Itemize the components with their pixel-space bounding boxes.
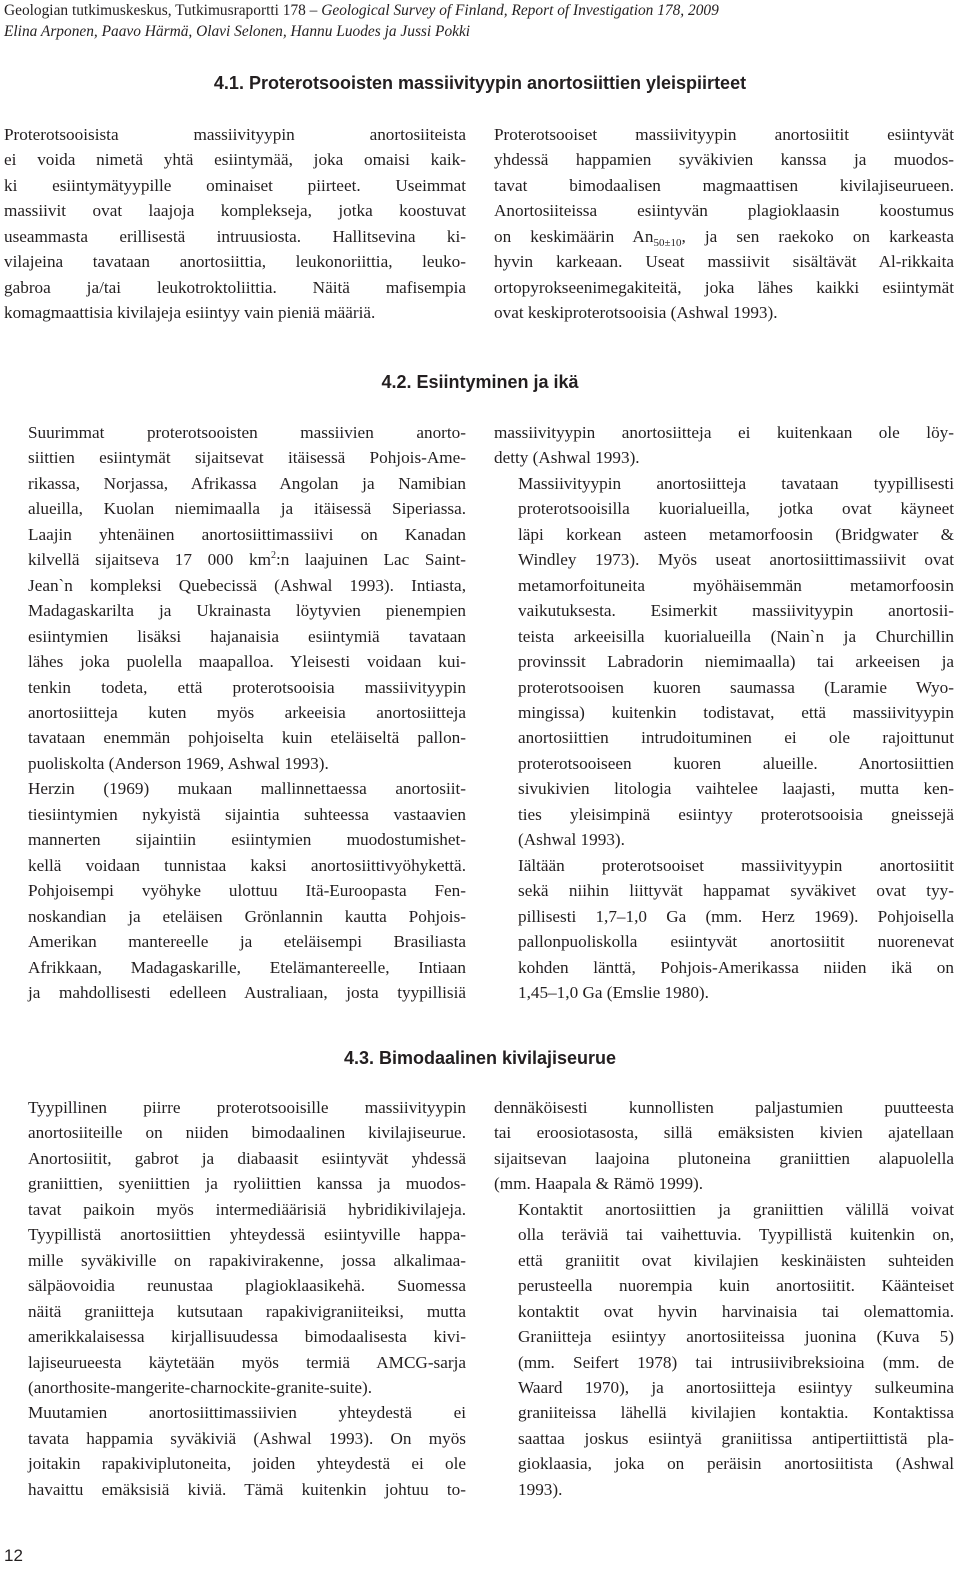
text-line: proterotsooiseen kuoren alueille. Anortosiittien (518, 753, 954, 773)
text-line: Anortosiitit, gabrot ja diabaasit esiintyvät yhdessä (28, 1148, 466, 1168)
text-line: teista arkeeisilla kuorialueilla (Nain`n ja Churchillin (518, 626, 954, 646)
text-line: proterotsooisen kuoren saumassa (Laramie Wyo- (518, 677, 954, 697)
text-line: Muutamien anortosiittimassiivien yhteydestä ei (28, 1403, 466, 1423)
text-line: Graniitteja esiintyy anortosiiteissa juonina (Kuva 5) (518, 1327, 954, 1347)
subscript: 50±10 (653, 236, 682, 249)
text-line: tavataan enemmän pohjoiselta kuin eteläiseltä pallon- (28, 728, 466, 748)
text-line: kohden länttä, Pohjois-Amerikassa niiden ikä on (518, 957, 954, 977)
text-line: graniittien, syeniittien ja ryoliittien kanssa ja muodos- (28, 1174, 466, 1194)
text-line: Herzin (1969) mukaan mallinnettaessa anortosiit- (28, 779, 466, 799)
text-line: anortosiitteja kuten myös arkeeisia anortosiitteja (28, 702, 466, 722)
text-line: olla teräviä tai vaihettuvia. Tyypillistä kuitenkin on, (518, 1225, 954, 1245)
text-line: että graniitit ovat kivilajien keskinäisten suhteiden (518, 1250, 954, 1270)
text-run: on keskimäärin An (494, 226, 654, 246)
text-line: ki esiintymätyypille ominaiset piirteet. Useimmat (4, 175, 466, 195)
text-run: kilvellä sijaitseva 17 000 km (28, 550, 271, 570)
header-series-english: Geological Survey of Finland, Report of Investigation 178, 2009 (321, 2, 719, 19)
text-line: vilajeina tavataan anortosiittia, leukonoriittia, leuko- (4, 252, 466, 272)
text-line: pillisesti 1,7–1,0 Ga (mm. Herz 1969). Pohjoisella (518, 906, 954, 926)
paragraph (494, 853, 954, 1006)
text-line: Kontaktit anortosiittien ja graniittien välillä voivat (518, 1199, 954, 1219)
text-line: ortopyrokseenimegakiteitä, joka lähes kaikki esiintymät (494, 277, 954, 297)
text-line: sekä niihin liittyvät happamat syväkivet ovat tyy- (518, 881, 954, 901)
text-line: amerikkalaisessa kirjallisuudessa bimodaalisesta kivi- (28, 1327, 466, 1347)
text-line: ties yleisimpinä esiintyy proterotsooisia gneissejä (518, 804, 954, 824)
text-line: Jean`n kompleksi Quebecissä (Ashwal 1993). Intiasta, (28, 575, 466, 595)
text-line: ei voida nimetä yhtä esiintymää, joka omaisi kaik- (4, 150, 466, 170)
paragraph (494, 420, 954, 471)
text-line: 1993). (518, 1479, 563, 1499)
superscript: 2 (270, 550, 276, 562)
section-title-4-1: 4.1. Proterotsooisten massiivityypin anortosiittien yleispiirteet (213, 73, 747, 93)
text-line: mille syväkiville on rapakivirakenne, jossa alkalimaa- (28, 1250, 466, 1270)
text-line: dennäköisesti kunnollisten paljastumien puutteesta (494, 1098, 954, 1117)
text-line: Afrikkaan, Madagaskarille, Etelämantereelle, Intiaan (28, 957, 466, 977)
paragraph (494, 1197, 954, 1502)
text-line: graniiteissa lähellä kivilajien kontaktia. Kontaktissa (518, 1403, 954, 1423)
paragraph (494, 1095, 954, 1197)
text-line: (mm. Seifert 1978) tai intrusiivibreksioina (mm. de (518, 1352, 954, 1372)
text-line: joitakin rapakiviplutoneita, joiden yhteydestä ei ole (28, 1454, 466, 1474)
text-line: puoliskolta (Anderson 1969, Ashwal 1993). (28, 753, 329, 773)
text-line: Suurimmat proterotsooisten massiivien anorto- (28, 423, 466, 442)
section-4-1-right-column (494, 122, 954, 326)
text-run: :n laajuinen Lac Saint- (275, 550, 466, 570)
text-line: rikassa, Norjassa, Afrikassa Angolan ja Namibian (28, 473, 466, 493)
paragraph (4, 1095, 466, 1400)
text-line: anortosiiteille on niiden bimodaalinen kivilajiseurue. (28, 1123, 466, 1143)
page-number: 12 (4, 1546, 23, 1565)
running-header (4, 0, 944, 42)
text-line: Windley 1973). Myös useat anortosiittimassiivit ovat (518, 550, 954, 570)
text-line: sälpäovoidia reunustaa plagioklaasikehä. Suomessa (28, 1276, 466, 1296)
text-line: detty (Ashwal 1993). (494, 448, 640, 468)
paragraph (4, 776, 466, 1005)
text-line: komagmaattisia kivilajeja esiintyy vain pieniä määriä. (4, 303, 376, 323)
text-line: Madagaskarilta ja Ukrainasta löytyvien pienempien (28, 601, 466, 621)
paragraph (494, 122, 954, 326)
section-title-4-3: 4.3. Bimodaalinen kivilajiseurue (343, 1048, 617, 1068)
text-line: Waard 1970), ja anortosiitteja esiintyy sulkeumina (518, 1377, 954, 1397)
section-4-2-right-column (494, 420, 954, 1005)
text-line: massiivit ovat laajoja komplekseja, jotka koostuvat (4, 201, 466, 221)
section-4-3-left-column (4, 1095, 466, 1502)
text-line: vaikutuksesta. Esimerkit massiivityypin anortosii- (518, 601, 954, 621)
header-series-finnish: Geologian tutkimuskeskus, Tutkimusraportti 178 – (4, 2, 318, 19)
text-line: Pohjoisempi vyöhyke ulottuu Itä-Euroopasta Fen- (28, 881, 466, 901)
text-line: tavat bimodaalisen magmaattisen kivilajiseurueen. (494, 175, 954, 195)
text-line: ovat keskiproterotsooisia (Ashwal 1993). (494, 303, 778, 323)
text-run: , ja sen raekoko on karkeasta (681, 226, 954, 246)
text-line: Tyypillinen piirre proterotsooisille massiivityypin (28, 1098, 466, 1117)
text-line: useammasta erillisestä intruusiosta. Hallitsevina ki- (4, 226, 466, 246)
section-4-1-left-column (4, 122, 466, 326)
section-title-4-2: 4.2. Esiintyminen ja ikä (381, 372, 579, 392)
paragraph (4, 122, 466, 326)
text-line: anortosiittien intrudoituminen ei ole rajoittunut (518, 728, 954, 748)
text-line: Proterotsooisista massiivityypin anortosiiteista (4, 125, 466, 144)
section-4-2-left-column (4, 420, 466, 1005)
text-line: Iältään proterotsooiset massiivityypin anortosiitit (518, 855, 954, 875)
text-line: tavat paikoin myös intermediäärisiä hybridikivilajeja. (28, 1199, 466, 1219)
paragraph (494, 471, 954, 853)
text-line: siittien esiintymät sijaitsevat itäisessä Pohjois-Ame- (28, 448, 466, 468)
text-line: Tyypillistä anortosiittien yhteydessä esiintyville happa- (28, 1225, 466, 1245)
text-line: mannerten sijaintiin esiintymien muodostumishet- (28, 830, 466, 850)
text-line: havaittu emäksisiä kiviä. Tämä kuitenkin johtuu to- (28, 1479, 466, 1499)
text-line: provinssit Labradorin niemimaalla) tai arkeeisen ja (518, 652, 954, 672)
text-line: Amerikan mantereelle ja eteläisempi Brasiliasta (28, 932, 466, 952)
text-line: kellä voidaan tunnistaa kaksi anortosiittivyöhykettä. (28, 855, 466, 875)
text-line: lähes joka puolella maapalloa. Yleisesti voidaan kui- (28, 652, 466, 672)
text-line: tavata happamia syväkiviä (Ashwal 1993). On myös (28, 1428, 466, 1448)
text-line: esiintymien lisäksi hajanaisia esiintymiä tavataan (28, 626, 466, 646)
text-line: Proterotsooiset massiivityypin anortosiitit esiintyvät (494, 125, 954, 144)
text-line: läpi korkean asteen metamorfoosin (Bridgwater & (518, 524, 954, 544)
text-line-with-subscript (494, 224, 954, 249)
text-line: sijaitsevan laajoina plutoneina graniittien alapuolella (494, 1148, 954, 1168)
text-line: gioklaasia, joka on peräisin anortosiitista (Ashwal (518, 1454, 954, 1474)
text-line: Anortosiiteissa esiintyvän plagioklaasin koostumus (494, 201, 954, 221)
text-line: (Ashwal 1993). (518, 830, 625, 850)
text-line: gabroa ja/tai leukotroktoliittia. Näitä mafisempia (4, 277, 466, 297)
text-line: Massiivityypin anortosiitteja tavataan tyypillisesti (518, 473, 954, 493)
section-4-3-right-column (494, 1095, 954, 1502)
text-line: metamorfoituneita myöhäisemmän metamorfoosin (518, 575, 954, 595)
text-line: lajiseurueesta käytetään myös termiä AMCG-sarja (28, 1352, 466, 1372)
text-line: hyvin karkeaan. Useat massiivit sisältävät Al-rikkaita (494, 252, 954, 272)
text-line: alueilla, Kuolan niemimaalla ja itäisessä Siperiassa. (28, 499, 466, 519)
text-line: (mm. Haapala & Rämö 1999). (494, 1174, 704, 1194)
text-line: sivukivien litologia vaihtelee laajasti, mutta ken- (518, 779, 954, 799)
paragraph (4, 1400, 466, 1502)
text-line: saattaa joskus esiintyä graniitissa antipertiittistä pla- (518, 1428, 954, 1448)
text-line: (anorthosite-mangerite-charnockite-granite-suite). (28, 1377, 373, 1397)
text-line: pallonpuoliskolla esiintyvät anortosiitit nuorenevat (518, 932, 954, 952)
text-line: tai eroosiotasosta, sillä emäksisten kivien ajatellaan (494, 1123, 954, 1143)
text-line: yhdessä happamien syväkivien kanssa ja muodos- (494, 150, 954, 170)
text-line: kontaktit ovat hyvin harvinaisia tai olemattomia. (518, 1301, 954, 1321)
text-line: perusteella nuorempia kuin anortosiitit. Käänteiset (518, 1276, 954, 1296)
text-line: Laajin yhtenäinen anortosiittimassiivi on Kanadan (28, 524, 466, 544)
text-line: proterotsooisilla kuorialueilla, jotka ovat käyneet (518, 499, 954, 519)
header-line-1 (4, 0, 944, 21)
text-line: näitä graniitteja kutsutaan rapakivigraniiteiksi, mutta (28, 1301, 466, 1321)
text-line: ja mahdollisesti edelleen Australiaan, josta tyypillisiä (28, 982, 466, 1002)
text-line: tiesiintymien nykyistä sijaintia suhteessa vastaavien (28, 804, 466, 824)
text-line: mingissa) kuitenkin todistavat, että massiivityypin (518, 702, 954, 722)
text-line: noskandian ja eteläisen Grönlannin kautta Pohjois- (28, 906, 466, 926)
text-line: massiivityypin anortosiitteja ei kuitenkaan ole löy- (494, 423, 954, 442)
header-authors: Elina Arponen, Paavo Härmä, Olavi Selonen, Hannu Luodes ja Jussi Pokki (4, 23, 471, 40)
text-line: 1,45–1,0 Ga (Emslie 1980). (518, 982, 709, 1002)
paragraph (4, 420, 466, 776)
text-line: tenkin todeta, että proterotsooisia massiivityypin (28, 677, 466, 697)
text-line-with-superscript (4, 547, 466, 572)
